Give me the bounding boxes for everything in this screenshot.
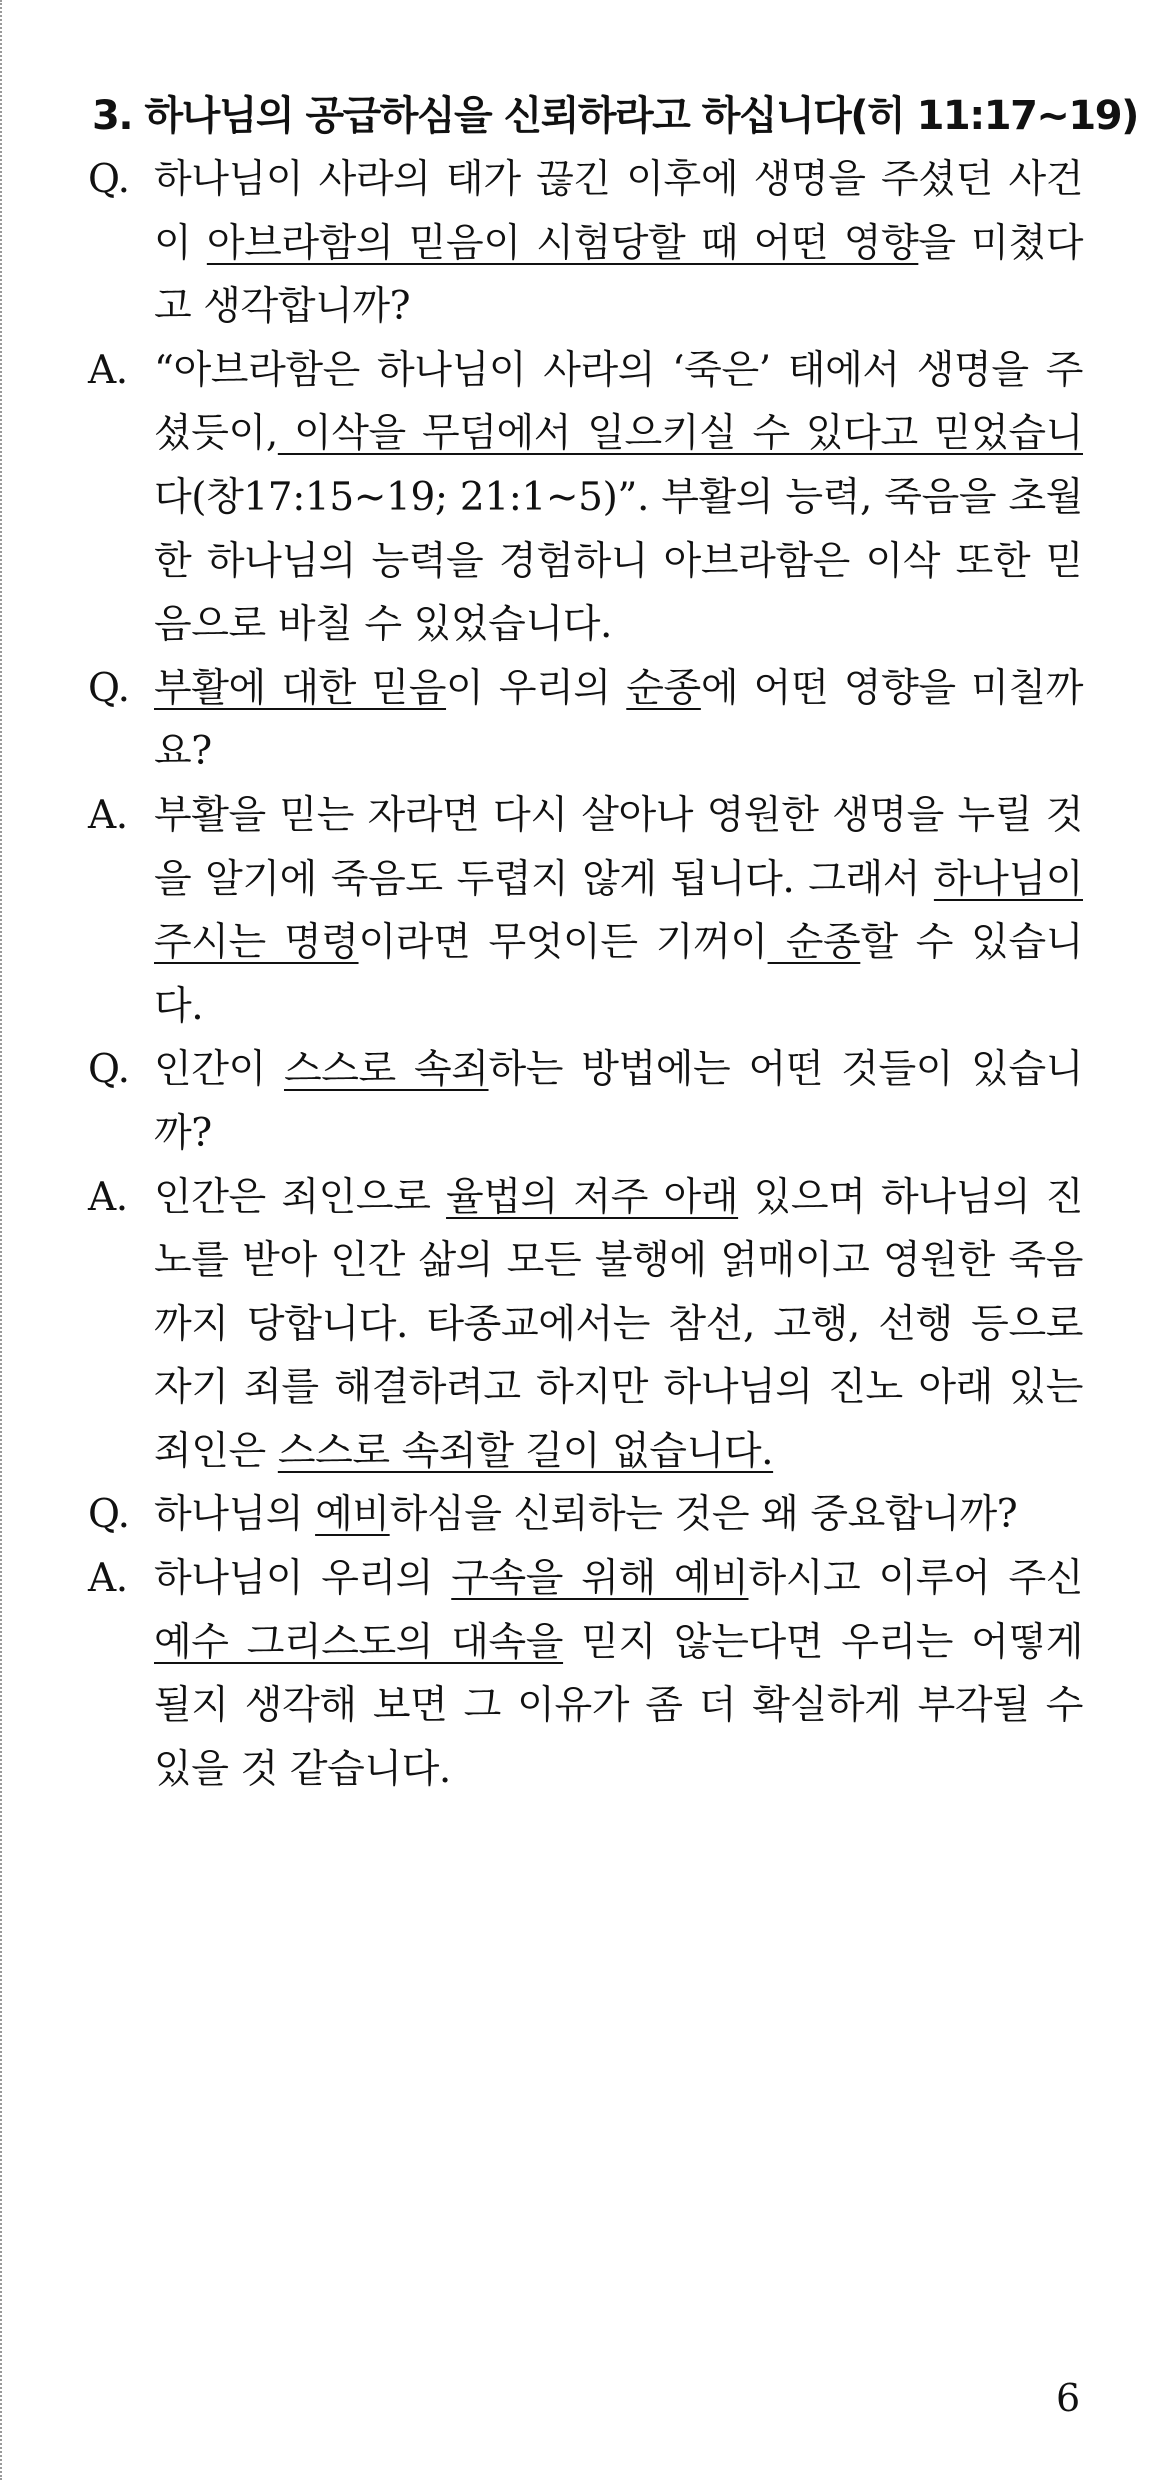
text-segment: 있으며 하나님의 진 노를 받아 인간 삶의 모든 불행에 얽매이고 영원한 죽음 까지 당합니다. 타종교에서는 참선, 고행, 선행 등으로 자기 죄를 해결하려고 하지만 하나님의 진노 아래 있는 죄인은 (154, 1174, 1083, 1474)
question-item (88, 148, 1083, 339)
answer-text (154, 793, 1083, 1029)
underlined-phrase: 예비 (315, 1492, 390, 1538)
text-segment: 믿지 않는다면 우리는 어떻게 될지 생각해 보면 그 이유가 좀 더 확실하게 부각될 수 있을 것 같습니다. (154, 1619, 1083, 1792)
text-segment: 하나님이 우리의 (154, 1556, 452, 1602)
text-segment: 이라면 무엇이든 기꺼이 (358, 920, 768, 966)
text-segment: 하나님이 사라의 태가 끊긴 이후에 생명을 주셨던 사건 이 (154, 157, 1083, 266)
answer-item (88, 784, 1083, 1038)
underlined-phrase: 스스로 속죄할 길이 없습니다. (277, 1428, 774, 1474)
page-number: 6 (1056, 2376, 1081, 2420)
text-segment: 할 수 있습니다. (154, 920, 1083, 1029)
section-title: 3. 하나님의 공급하심을 신뢰하라고 하십니다(히 11:17~19) (92, 93, 1138, 139)
underlined-phrase: 부활에 대한 믿음 (154, 665, 447, 711)
question-marker: Q. (88, 157, 130, 202)
text-segment: 다(창17:15~19; 21:1~5)”. 부활의 능력, 죽음을 초월 한 하나님의 능력을 경험하니 아브라함은 이삭 또한 믿 음으로 바칠 수 있었습니다. (154, 474, 1083, 648)
text-segment: 에 어떤 영향을 미칠까 요? (154, 665, 1083, 775)
underlined-phrase: 이삭을 무덤에서 일으키실 수 있다고 믿었습니 (277, 411, 1083, 457)
question-text (154, 157, 1083, 329)
text-segment: 인간은 죄인으로 (154, 1174, 447, 1220)
underlined-phrase: 율법의 저주 아래 (446, 1174, 739, 1220)
answer-text (154, 1175, 1083, 1474)
text-segment: 하시고 이루어 주신 (748, 1556, 1084, 1602)
underlined-phrase: 하나님이 주시는 명령 (154, 856, 1083, 966)
answer-text (154, 1556, 1083, 1792)
text-segment: “아브라함은 하나님이 사라의 ‘죽은’ 태에서 생명을 주셨듯이, (154, 347, 1083, 457)
underlined-phrase: 순종 (626, 665, 701, 711)
answer-marker: A. (88, 347, 128, 393)
answer-item (88, 1547, 1083, 1801)
answer-marker: A. (88, 1174, 128, 1220)
question-marker: Q. (88, 1047, 130, 1093)
underlined-phrase: 순종 (767, 920, 861, 966)
question-item (88, 1038, 1083, 1165)
answer-item (88, 339, 1083, 657)
document-page (88, 84, 1138, 1801)
text-segment: 하심을 신뢰하는 것은 왜 중요합니까? (389, 1492, 1018, 1538)
text-segment: 하는 방법에는 어떤 것들이 있습니 까? (154, 1047, 1083, 1156)
text-segment: 인간이 (154, 1047, 284, 1093)
question-text (154, 1492, 1017, 1537)
text-segment: 을 미쳤다 고 생각합니까? (154, 220, 1083, 330)
text-segment: 이 우리의 (446, 665, 627, 711)
answer-text (154, 348, 1083, 647)
question-item (88, 657, 1083, 784)
answer-marker: A. (88, 792, 128, 838)
underlined-phrase: 예수 그리스도의 대속을 (154, 1619, 564, 1665)
underlined-phrase: 스스로 속죄 (283, 1047, 489, 1093)
question-text (154, 1047, 1083, 1156)
text-segment: 부활을 믿는 자라면 다시 살아나 영원한 생명을 누릴 것 을 알기에 죽음도 두렵지 않게 됩니다. 그래서 (154, 792, 1083, 902)
qa-list (88, 148, 1083, 1801)
underlined-phrase: 구속을 위해 예비 (451, 1556, 749, 1602)
answer-marker: A. (88, 1556, 128, 1602)
text-segment: 하나님의 (154, 1492, 316, 1538)
answer-item (88, 1166, 1083, 1484)
question-text (154, 666, 1083, 775)
underlined-phrase: 아브라함의 믿음이 시험당할 때 어떤 영향 (206, 220, 919, 266)
question-marker: Q. (88, 1492, 130, 1538)
question-item (88, 1483, 1083, 1547)
page-left-border (0, 0, 2, 2480)
question-marker: Q. (88, 665, 130, 711)
